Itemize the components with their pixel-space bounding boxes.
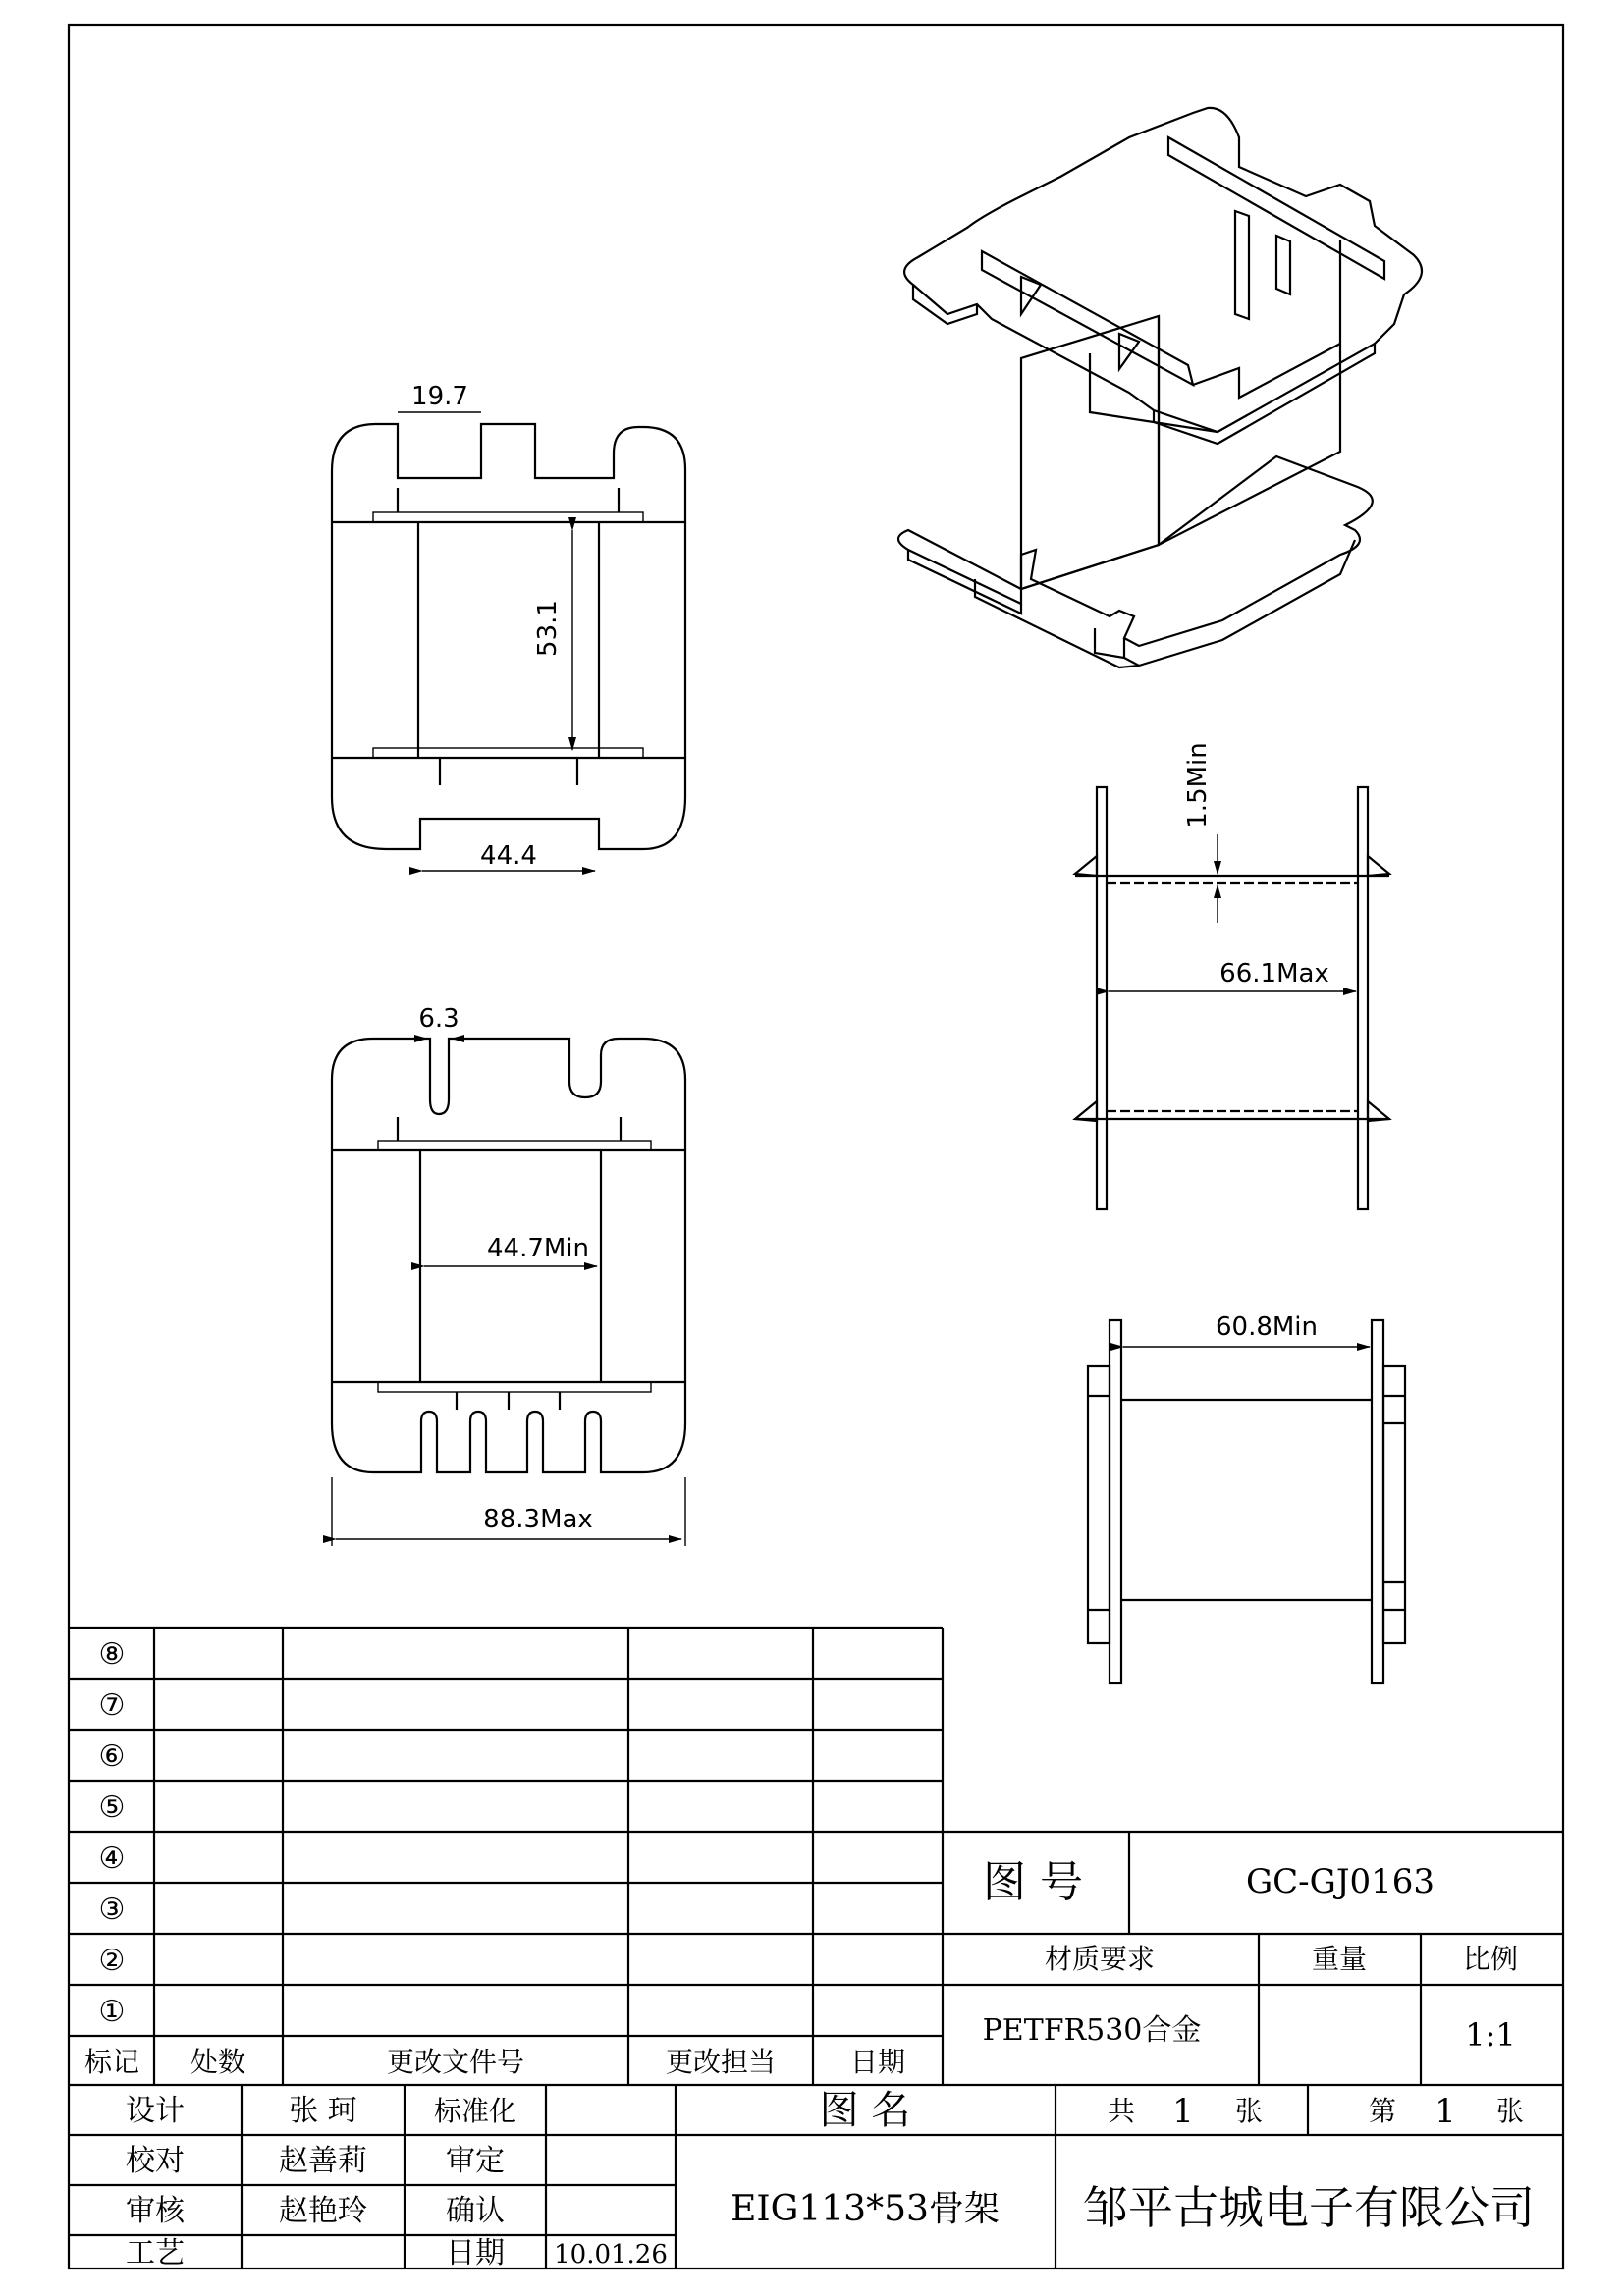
front-view <box>332 1004 685 1546</box>
rev-header-doc: 更改文件号 <box>386 2046 525 2078</box>
drawing-no: GC-GJ0163 <box>1246 1862 1435 1901</box>
sheet-border <box>69 25 1563 2269</box>
dim-inner-min: 60.8Min <box>1215 1312 1319 1342</box>
check-label: 校对 <box>126 2144 185 2178</box>
dim-slot-width: 6.3 <box>418 1004 460 1034</box>
total-value: 1 <box>1172 2092 1194 2131</box>
dim-wall-min: 1.5Min <box>1183 742 1213 828</box>
scale-value: 1:1 <box>1465 2016 1516 2054</box>
date-value: 10.01.26 <box>554 2240 668 2269</box>
checker: 赵善莉 <box>279 2144 367 2178</box>
process-label: 工艺 <box>126 2236 185 2270</box>
total-unit: 张 <box>1234 2095 1264 2127</box>
rev-row-8: ⑧ <box>98 1637 126 1672</box>
date-label: 日期 <box>446 2236 505 2270</box>
dim-window-min: 44.7Min <box>486 1234 590 1263</box>
title-block <box>69 1832 1563 2270</box>
rev-row-5: ⑤ <box>98 1790 126 1825</box>
revision-table <box>69 1628 943 2085</box>
end-view <box>1088 1312 1405 1683</box>
designer: 张 珂 <box>289 2094 357 2128</box>
rev-header-count: 处数 <box>189 2046 246 2078</box>
dim-height: 53.1 <box>533 600 563 657</box>
audit-label: 审核 <box>126 2194 185 2228</box>
rev-row-4: ④ <box>98 1842 126 1876</box>
top-view <box>332 382 685 871</box>
dim-top-width: 19.7 <box>411 382 468 411</box>
isometric-view <box>898 108 1422 667</box>
dim-side-max: 66.1Max <box>1219 959 1329 988</box>
auditor: 赵艳玲 <box>279 2194 367 2228</box>
confirm-label: 确认 <box>446 2194 505 2228</box>
drawing-no-label: 图 号 <box>983 1857 1083 1907</box>
rev-row-1: ① <box>98 1995 126 2029</box>
scale-label: 比例 <box>1462 1943 1519 1975</box>
dim-bottom-width: 44.4 <box>480 841 537 871</box>
weight-label: 重量 <box>1311 1943 1368 1975</box>
page-value: 1 <box>1435 2092 1456 2131</box>
dim-overall-max: 88.3Max <box>483 1505 593 1534</box>
rev-row-7: ⑦ <box>98 1688 126 1723</box>
side-view <box>1075 742 1389 1209</box>
company-name: 邹平古城电子有限公司 <box>1083 2181 1535 2234</box>
total-label: 共 <box>1107 2095 1136 2127</box>
page-label: 第 <box>1368 2095 1397 2127</box>
rev-header-person: 更改担当 <box>665 2046 777 2078</box>
rev-row-6: ⑥ <box>98 1739 126 1774</box>
page-unit: 张 <box>1495 2095 1525 2127</box>
review-label: 审定 <box>446 2144 505 2178</box>
design-label: 设计 <box>126 2094 185 2128</box>
material-value: PETFR530合金 <box>982 2013 1202 2048</box>
name-label: 图 名 <box>819 2088 911 2133</box>
rev-header-date: 日期 <box>849 2046 906 2078</box>
rev-row-3: ③ <box>98 1893 126 1927</box>
part-name: EIG113*53骨架 <box>731 2189 1000 2229</box>
standard-label: 标准化 <box>433 2095 517 2127</box>
rev-header-mark: 标记 <box>83 2046 140 2078</box>
rev-row-2: ② <box>98 1944 126 1978</box>
material-label: 材质要求 <box>1044 1943 1156 1975</box>
